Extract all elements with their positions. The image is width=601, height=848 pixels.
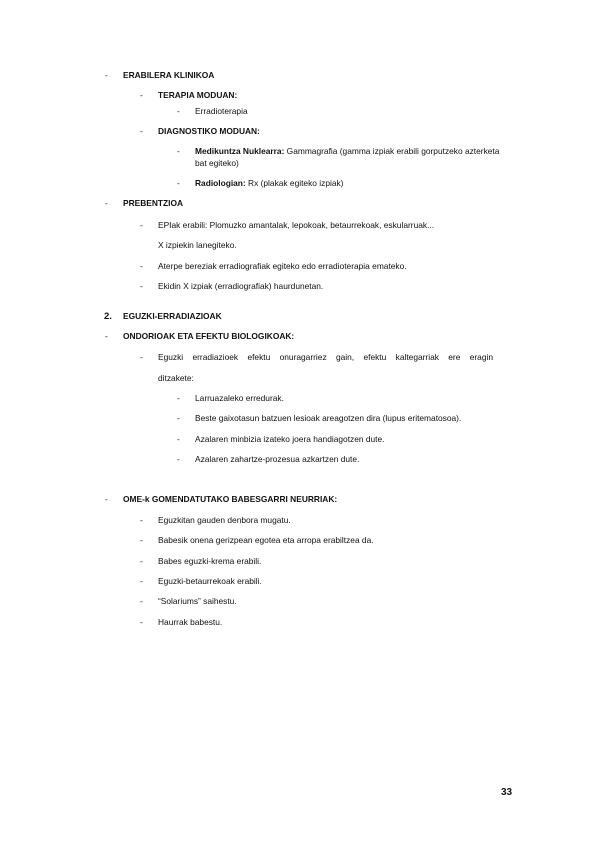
bullet-dash: - (177, 178, 180, 188)
list-item-larruazaleko: Larruazaleko erredurak. (195, 393, 284, 403)
paragraph-intro: Eguzki erradiazioek efektu onuragarriez gain, efektu kaltegarriak ere eragin (158, 352, 493, 362)
bullet-dash: - (140, 535, 143, 545)
bullet-dash: - (140, 617, 143, 627)
item-label: Medikuntza Nuklearra: (195, 146, 285, 156)
list-item-azalaren-minbizia: Azalaren minbizia izateko joera handiagotzen dute. (195, 434, 385, 444)
bullet-dash: - (140, 596, 143, 606)
bullet-dash: - (177, 393, 180, 403)
bullet-dash: - (140, 90, 143, 100)
bullet-dash: - (177, 413, 180, 423)
bullet-dash: - (140, 220, 143, 230)
page-number: 33 (501, 787, 513, 798)
bullet-dash: - (177, 106, 180, 116)
list-item-aterpe: Aterpe bereziak erradiografiak egiteko edo erradioterapia emateko. (158, 261, 407, 271)
list-item-haurrak: Haurrak babestu. (158, 617, 223, 627)
subheading-diagnostiko-moduan: DIAGNOSTIKO MODUAN: (158, 126, 260, 136)
bullet-dash: - (177, 454, 180, 464)
bullet-dash: - (140, 556, 143, 566)
item-label: Radiologian: (195, 178, 246, 188)
bullet-dash: - (105, 70, 108, 80)
list-item-beste-gaixotasun: Beste gaixotasun batzuen lesioak areagotzen dira (lupus eritematosoa). (195, 413, 462, 423)
list-item-solariums: “Solariums” saihestu. (158, 596, 237, 606)
section-number: 2. (104, 311, 112, 322)
list-item-babesik-onena: Babesik onena gerizpean egotea eta arropa erabiltzea da. (158, 535, 374, 545)
bullet-dash: - (105, 494, 108, 504)
bullet-dash: - (105, 198, 108, 208)
item-text: Gammagrafia (gamma izpiak erabili gorputzeko azterketa (284, 146, 500, 156)
list-item-erradioterapia: Erradioterapia (195, 106, 248, 116)
subheading-terapia-moduan: TERAPIA MODUAN: (158, 90, 238, 100)
list-item-medikuntza-nuklearra-cont: bat egiteko) (195, 158, 239, 168)
heading-erabilera-klinikoa: ERABILERA KLINIKOA (123, 70, 215, 80)
bullet-dash: - (177, 146, 180, 156)
list-item-epiak-cont: X izpiekin lanegiteko. (158, 240, 237, 250)
bullet-dash: - (140, 576, 143, 586)
bullet-dash: - (105, 331, 108, 341)
heading-ondorioak: ONDORIOAK ETA EFEKTU BIOLOGIKOAK: (123, 331, 295, 341)
list-item-radiologian (195, 178, 343, 189)
bullet-dash: - (140, 515, 143, 525)
heading-ome-gomendatutako: OME-k GOMENDATUTAKO BABESGARRI NEURRIAK: (123, 494, 338, 504)
list-item-eguzkitan: Eguzkitan gauden denbora mugatu. (158, 515, 291, 525)
list-item-betaurrekoak: Eguzki-betaurrekoak erabili. (158, 576, 262, 586)
heading-prebentzioa: PREBENTZIOA (123, 198, 184, 208)
bullet-dash: - (140, 261, 143, 271)
bullet-dash: - (140, 126, 143, 136)
heading-eguzki-erradiazioak: EGUZKI-ERRADIAZIOAK (123, 311, 222, 321)
list-item-epiak: EPIak erabili: Plomuzko amantalak, lepokoak, betaurrekoak, eskularruak... (158, 220, 435, 230)
list-item-medikuntza-nuklearra (195, 146, 499, 157)
paragraph-intro-cont: ditzakete: (158, 373, 194, 383)
bullet-dash: - (140, 352, 143, 362)
bullet-dash: - (177, 434, 180, 444)
item-text: Rx (plakak egiteko izpiak) (245, 178, 344, 188)
list-item-babes-krema: Babes eguzki-krema erabili. (158, 556, 262, 566)
bullet-dash: - (140, 281, 143, 291)
list-item-azalaren-zahartze: Azalaren zahartze-prozesua azkartzen dute. (195, 454, 360, 464)
list-item-ekidin: Ekidin X izpiak (erradiografiak) haurdunetan. (158, 281, 324, 291)
